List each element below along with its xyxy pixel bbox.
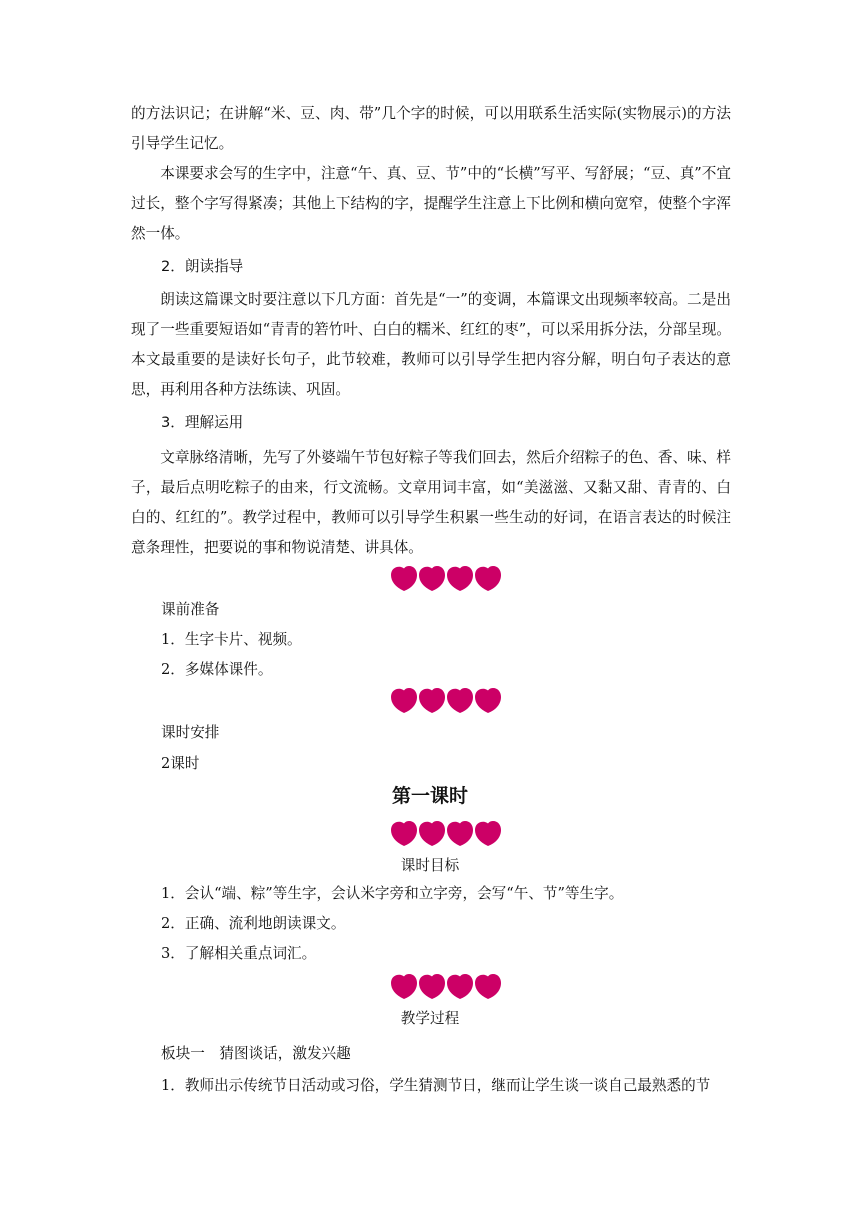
heading-lesson-goals: 课时目标 (400, 857, 460, 874)
petal-shape (446, 565, 474, 592)
petal-shape (390, 565, 418, 592)
petal-shape (390, 687, 418, 714)
prep-item: 2．多媒体课件。 (161, 661, 273, 678)
goal-item: 2．正确、流利地朗读课文。 (161, 915, 346, 932)
paragraph-method-recognition: 的方法识记；在讲解“米、豆、肉、带”几个字的时候，可以用联系生活实际(实物展示)的方法引导学生记忆。 (131, 105, 731, 152)
heading-section-one: 板块一 猜图谈话，激发兴趣 (161, 1045, 351, 1062)
paragraph-writing-guidance: 本课要求会写的生字中，注意“午、真、豆、节”中的“长横”写平、写舒展；“豆、真”不宜过长，整个字写得紧凑；其他上下结构的字，提醒学生注意上下比例和横向宽窄，使整个字浑然一体。 (131, 165, 731, 242)
heading-class-prep: 课前准备 (161, 601, 220, 618)
paragraph-reading-guidance: 朗读这篇课文时要注意以下几方面：首先是“一”的变调，本篇课文出现频率较高。二是出现了一些重要短语如“青青的箬竹叶、白白的糯米、红红的枣”，可以采用拆分法，分部呈现。本文最重要的是读好长句子，此节较难，教师可以引导学生把内容分解，明白句子表达的意思，再利用各种方法练读、巩固。 (131, 291, 731, 398)
petal-shape (418, 820, 446, 847)
process-step: 1．教师出示传统节日活动或习俗，学生猜测节日，继而让学生谈一谈自己最熟悉的节 (161, 1077, 711, 1094)
goal-item: 3．了解相关重点词汇。 (161, 945, 317, 962)
petal-shape (474, 820, 502, 847)
petal-shape (418, 687, 446, 714)
petal-shape (474, 687, 502, 714)
heading-teaching-process: 教学过程 (400, 1010, 460, 1027)
prep-item: 1．生字卡片、视频。 (161, 631, 302, 648)
petal-shape (446, 820, 474, 847)
heading-understanding: 3．理解运用 (161, 414, 244, 431)
petal-divider-icon (386, 972, 506, 1002)
petal-shape (474, 973, 502, 1000)
petal-divider-icon (386, 819, 506, 849)
schedule-value: 2课时 (161, 755, 200, 772)
goal-item: 1．会认“端、粽”等生字，会认米字旁和立字旁，会写“午、节”等生字。 (161, 885, 624, 902)
lesson-title: 第一课时 (391, 785, 468, 807)
petal-shape (446, 687, 474, 714)
petal-divider-icon (386, 564, 506, 594)
petal-shape (390, 973, 418, 1000)
petal-divider-icon (386, 686, 506, 716)
petal-shape (446, 973, 474, 1000)
heading-reading-guidance: 2．朗读指导 (161, 258, 244, 275)
petal-shape (474, 565, 502, 592)
heading-schedule: 课时安排 (161, 724, 220, 741)
petal-shape (418, 973, 446, 1000)
paragraph-understanding: 文章脉络清晰，先写了外婆端午节包好粽子等我们回去，然后介绍粽子的色、香、味、样子，最后点明吃粽子的由来，行文流畅。文章用词丰富，如“美滋滋、又黏又甜、青青的、白白的、红红的”。教学过程中，教师可以引导学生积累一些生动的好词，在语言表达的时候注意条理性，把要说的事和物说清楚、讲具体。 (131, 449, 731, 556)
petal-shape (418, 565, 446, 592)
petal-shape (390, 820, 418, 847)
